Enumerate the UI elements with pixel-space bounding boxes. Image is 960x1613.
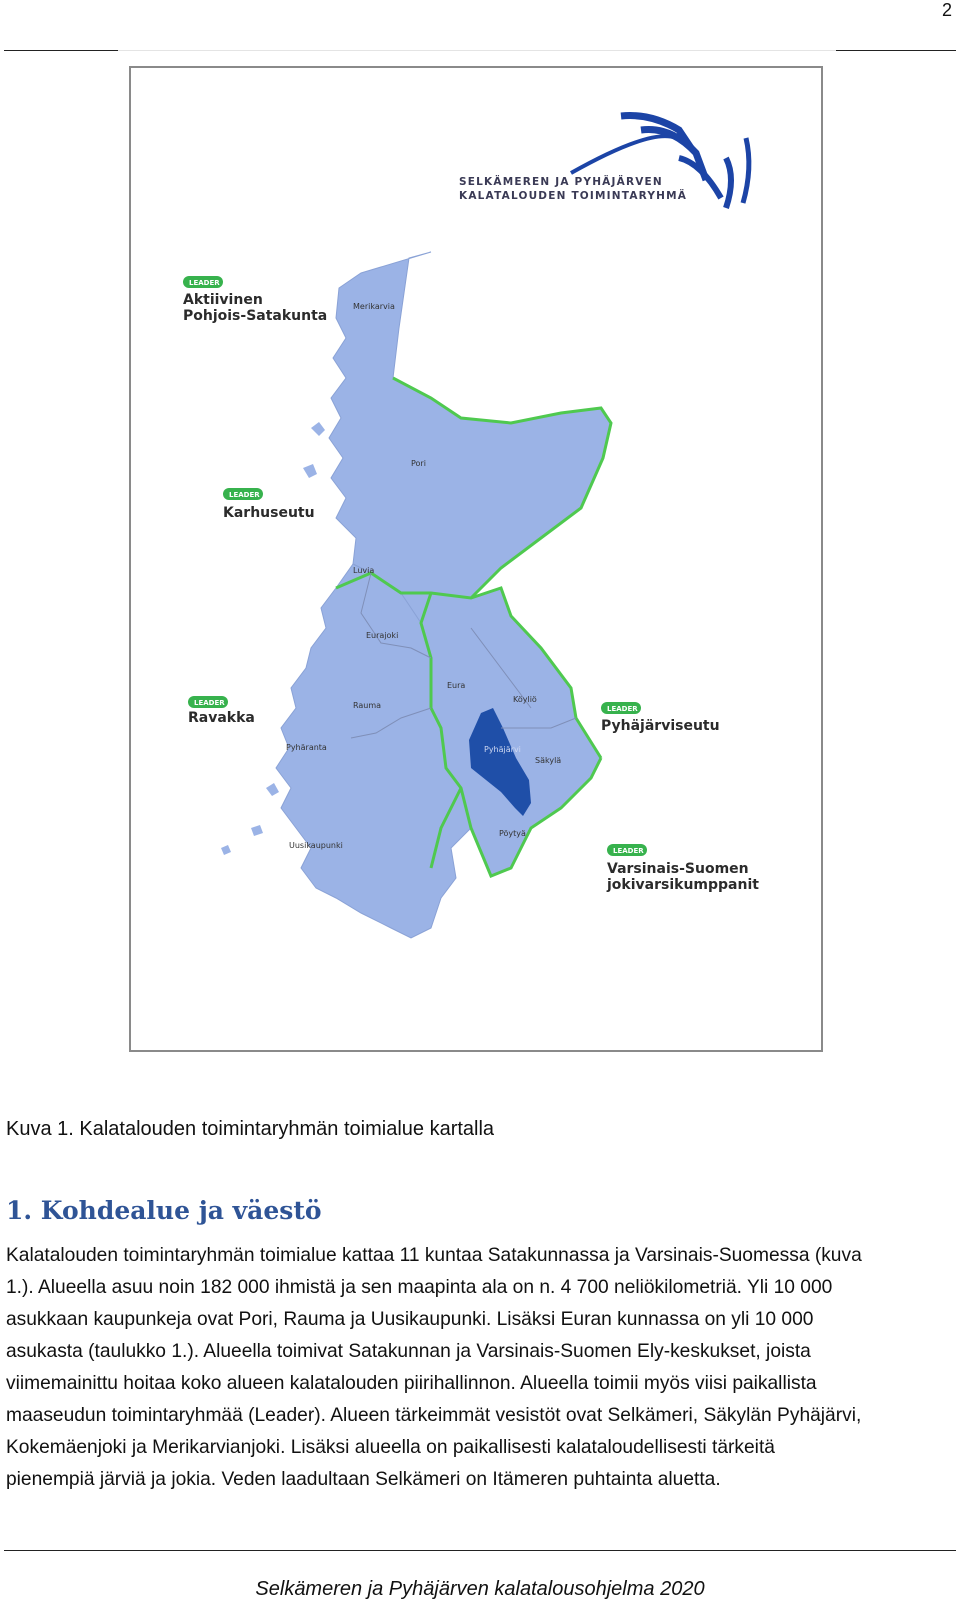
- body-line: asukkaan kaupunkeja ovat Pori, Rauma ja Uusikaupunki. Lisäksi Euran kunnassa on yli 10 000: [6, 1309, 814, 1330]
- logo-line-2: KALATALOUDEN TOIMINTARYHMÄ: [459, 190, 688, 202]
- group-label: Varsinais-Suomen: [607, 861, 749, 877]
- body-line: Kalatalouden toimintaryhmän toimialue kattaa 11 kuntaa Satakunnassa ja Varsinais-Suomessa (kuva: [6, 1245, 862, 1266]
- town-label-pori: Pori: [411, 459, 426, 468]
- group-label: Pyhäjärviseutu: [601, 718, 720, 734]
- body-line: maaseudun toimintaryhmää (Leader). Alueen tärkeimmät vesistöt ovat Selkämeri, Säkylän Pyhäjärvi,: [6, 1405, 862, 1426]
- island: [303, 464, 317, 478]
- logo-line-1: SELKÄMEREN JA PYHÄJÄRVEN: [459, 176, 663, 188]
- leader-badge-label: LEADER: [229, 491, 260, 499]
- leader-group-karhuseutu: [223, 488, 315, 521]
- footer-rule: [4, 1550, 956, 1551]
- island: [221, 845, 231, 855]
- header-rule: [118, 50, 836, 51]
- leader-badge-label: LEADER: [194, 699, 225, 707]
- header-rule: [836, 50, 956, 51]
- island: [251, 825, 263, 836]
- body-line: 1.). Alueella asuu noin 182 000 ihmistä ja sen maapinta ala on n. 4 700 neliökilometriä. Yli 10 000: [6, 1277, 833, 1298]
- island: [266, 783, 279, 796]
- land-areas: [221, 252, 611, 938]
- town-label-merikarvia: Merikarvia: [353, 302, 395, 311]
- group-label: Ravakka: [188, 710, 255, 726]
- figure-caption: Kuva 1. Kalatalouden toimintaryhmän toimialue kartalla: [6, 1118, 495, 1140]
- leader-badge-label: LEADER: [607, 705, 638, 713]
- island: [311, 422, 325, 436]
- map-figure: [129, 66, 823, 1052]
- page-number: 2: [941, 0, 952, 20]
- leader-group-pyhajarviseutu: [601, 702, 720, 734]
- leader-group-aktiivinen: [183, 276, 327, 324]
- body-paragraph: [6, 1240, 954, 1496]
- town-label-sakyla: Säkylä: [535, 756, 562, 765]
- town-label-eura: Eura: [447, 681, 466, 690]
- header-rule: [4, 50, 118, 51]
- group-label: Karhuseutu: [223, 505, 315, 521]
- leader-group-varsinais: [606, 844, 759, 893]
- body-line: pienempiä järviä ja jokia. Veden laadultaan Selkämeri on Itämeren puhtainta aluetta.: [6, 1469, 721, 1490]
- group-label: Pohjois-Satakunta: [183, 308, 328, 324]
- leader-badge-label: LEADER: [613, 847, 644, 855]
- town-label-poytya: Pöytyä: [499, 829, 526, 838]
- logo-wave-icon: [571, 136, 676, 173]
- group-label: Aktiivinen: [183, 292, 263, 308]
- footer-title: Selkämeren ja Pyhäjärven kalatalousohjelma 2020: [255, 1578, 705, 1600]
- region-map: [131, 68, 821, 1050]
- town-label-koylio: Köyliö: [513, 695, 537, 704]
- leader-badge-label: LEADER: [189, 279, 220, 287]
- body-line: Kokemäenjoki ja Merikarvianjoki. Lisäksi alueella on paikallisesti kalataloudellisesti tärkeitä: [6, 1437, 775, 1458]
- logo: [459, 116, 749, 208]
- town-label-pyharanta: Pyhäranta: [286, 743, 327, 752]
- section-heading: 1. Kohdealue ja väestö: [6, 1196, 322, 1225]
- town-label-luvia: Luvia: [353, 566, 375, 575]
- town-label-uusikaupunki: Uusikaupunki: [289, 841, 343, 850]
- town-label-pyhajarvi: Pyhäjärvi: [484, 745, 521, 754]
- body-line: asukasta (taulukko 1.). Alueella toimivat Satakunnan ja Varsinais-Suomen Ely-keskukset, joista: [6, 1341, 811, 1362]
- town-label-rauma: Rauma: [353, 701, 382, 710]
- logo-wave-icon: [726, 158, 731, 208]
- logo-wave-icon: [743, 138, 749, 203]
- town-label-eurajoki: Eurajoki: [366, 631, 399, 640]
- group-label: jokivarsikumppanit: [607, 877, 759, 893]
- leader-group-ravakka: [188, 696, 255, 726]
- body-line: viimemainittu hoitaa koko alueen kalatalouden piirihallinnon. Alueella toimii myös viisi paikallista: [6, 1373, 817, 1394]
